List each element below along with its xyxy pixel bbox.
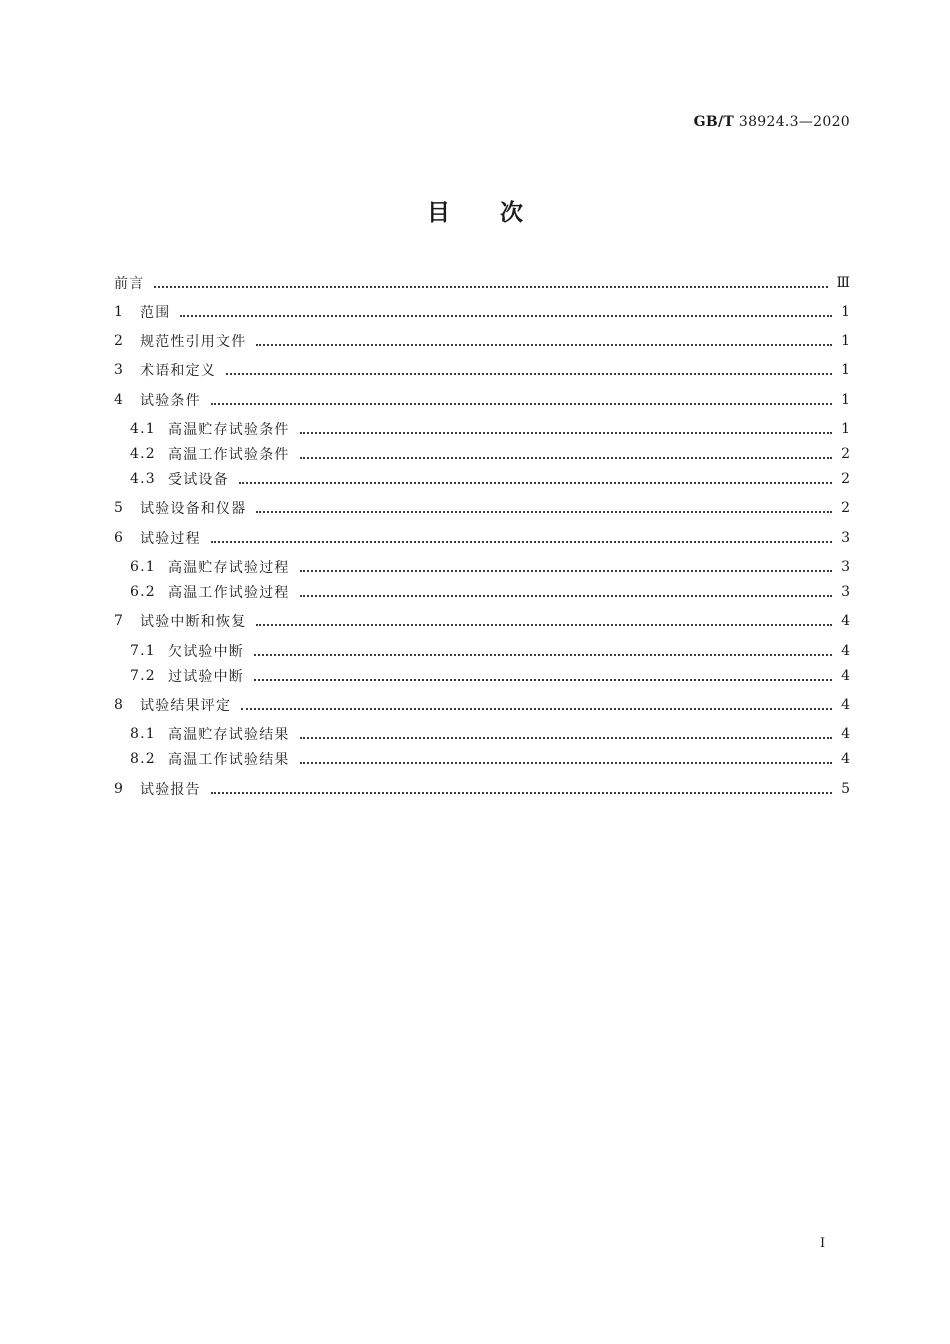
- toc-entry-label: 受试设备: [168, 472, 229, 488]
- dot-leader: [254, 678, 832, 681]
- toc-entry-page: 4: [841, 697, 850, 713]
- footer-page-number: I: [820, 1236, 826, 1251]
- toc-entry-number: 7.1: [130, 643, 156, 659]
- toc-entry-number: 9: [114, 781, 125, 797]
- dot-leader: [180, 314, 832, 317]
- toc-entry-label: 高温贮存试验条件: [168, 422, 290, 438]
- toc-entry-number: 8: [114, 697, 125, 713]
- toc-entry-page: 4: [841, 751, 850, 767]
- toc-entry-page: 1: [841, 362, 850, 378]
- toc-entry[interactable]: [114, 387, 850, 413]
- toc-entry[interactable]: [114, 638, 850, 664]
- dot-leader: [241, 707, 832, 710]
- dot-leader: [226, 372, 832, 375]
- toc-entry-label: 前言: [114, 276, 145, 292]
- toc-entry[interactable]: [114, 441, 850, 467]
- toc-entry-page: 1: [841, 392, 850, 408]
- toc-entry-number: 8.2: [130, 751, 156, 767]
- dot-leader: [256, 343, 832, 346]
- toc-entry-label: 规范性引用文件: [140, 334, 247, 350]
- toc-entry-number: 6: [114, 530, 125, 546]
- dot-leader: [239, 481, 832, 484]
- toc-entry-number: 6.1: [130, 559, 156, 575]
- toc-entry-label: 高温贮存试验过程: [168, 560, 290, 576]
- toc-entry[interactable]: [114, 692, 850, 718]
- toc-entry-number: 4: [114, 392, 125, 408]
- toc-entry-number: 1: [114, 304, 125, 320]
- toc-entry[interactable]: [114, 554, 850, 580]
- page-title: 目次: [427, 200, 573, 226]
- dot-leader: [300, 594, 832, 597]
- dot-leader: [300, 431, 832, 434]
- toc-entry[interactable]: [114, 663, 850, 689]
- toc-entry-page: 4: [841, 668, 850, 684]
- toc-entry-label: 试验过程: [140, 531, 201, 547]
- toc-entry[interactable]: [114, 416, 850, 442]
- dot-leader: [300, 569, 832, 572]
- toc-entry-label: 试验报告: [140, 782, 201, 798]
- toc-entry[interactable]: [114, 746, 850, 772]
- toc-entry-label: 试验结果评定: [140, 698, 232, 714]
- toc-entry[interactable]: [114, 579, 850, 605]
- toc-entry-label: 术语和定义: [140, 363, 216, 379]
- toc-entry-label: 试验条件: [140, 393, 201, 409]
- toc-entry[interactable]: [114, 721, 850, 747]
- toc-entry-page: 2: [841, 500, 850, 516]
- toc-entry-number: 3: [114, 362, 125, 378]
- toc-entry-page: 2: [841, 446, 850, 462]
- toc-entry[interactable]: [114, 357, 850, 383]
- standard-prefix: GB/T: [693, 114, 735, 130]
- toc-entry-number: 6.2: [130, 584, 156, 600]
- toc-entry[interactable]: [114, 328, 850, 354]
- toc-entry-page: 4: [841, 613, 850, 629]
- dot-leader: [211, 540, 832, 543]
- dot-leader: [211, 791, 832, 794]
- toc-entry-number: 4.2: [130, 446, 156, 462]
- dot-leader: [254, 653, 832, 656]
- dot-leader: [300, 456, 832, 459]
- toc-entry[interactable]: [114, 608, 850, 634]
- toc-entry-page: 1: [841, 304, 850, 320]
- toc-entry-number: 4.3: [130, 471, 156, 487]
- toc-entry[interactable]: [114, 525, 850, 551]
- toc-entry-page: 4: [841, 643, 850, 659]
- toc-entry-label: 欠试验中断: [168, 644, 244, 660]
- toc-entry-page: 1: [841, 421, 850, 437]
- dot-leader: [211, 402, 832, 405]
- dot-leader: [300, 761, 832, 764]
- toc-entry-label: 高温贮存试验结果: [168, 727, 290, 743]
- toc-entry[interactable]: [114, 776, 850, 802]
- dot-leader: [154, 285, 828, 288]
- dot-leader: [256, 623, 832, 626]
- toc-entry-number: 7.2: [130, 668, 156, 684]
- toc-entry-page: 1: [841, 333, 850, 349]
- toc-entry-label: 高温工作试验结果: [168, 752, 290, 768]
- toc-entry-number: 5: [114, 500, 125, 516]
- toc-entry-number: 4.1: [130, 421, 156, 437]
- toc-entry-label: 高温工作试验条件: [168, 447, 290, 463]
- toc-entry-label: 高温工作试验过程: [168, 585, 290, 601]
- toc-entry-page: Ⅲ: [836, 275, 850, 291]
- toc-entry-number: 8.1: [130, 726, 156, 742]
- toc-entry-label: 范围: [140, 305, 171, 321]
- toc-entry-page: 3: [841, 559, 850, 575]
- toc-entry-number: 2: [114, 333, 125, 349]
- toc-entry-page: 2: [841, 471, 850, 487]
- dot-leader: [256, 510, 832, 513]
- dot-leader: [300, 736, 832, 739]
- toc-entry-page: 3: [841, 530, 850, 546]
- standard-code: [694, 114, 850, 130]
- toc-entry-label: 试验中断和恢复: [140, 614, 247, 630]
- toc-entry[interactable]: [114, 270, 850, 296]
- standard-number: 38924.3—2020: [738, 114, 850, 130]
- toc-entry[interactable]: [114, 495, 850, 521]
- toc-entry-label: 过试验中断: [168, 669, 244, 685]
- toc-entry-page: 3: [841, 584, 850, 600]
- toc-entry[interactable]: [114, 466, 850, 492]
- toc-entry-page: 4: [841, 726, 850, 742]
- toc-entry[interactable]: [114, 299, 850, 325]
- toc-entry-number: 7: [114, 613, 125, 629]
- toc-entry-label: 试验设备和仪器: [140, 501, 247, 517]
- toc-entry-page: 5: [841, 781, 850, 797]
